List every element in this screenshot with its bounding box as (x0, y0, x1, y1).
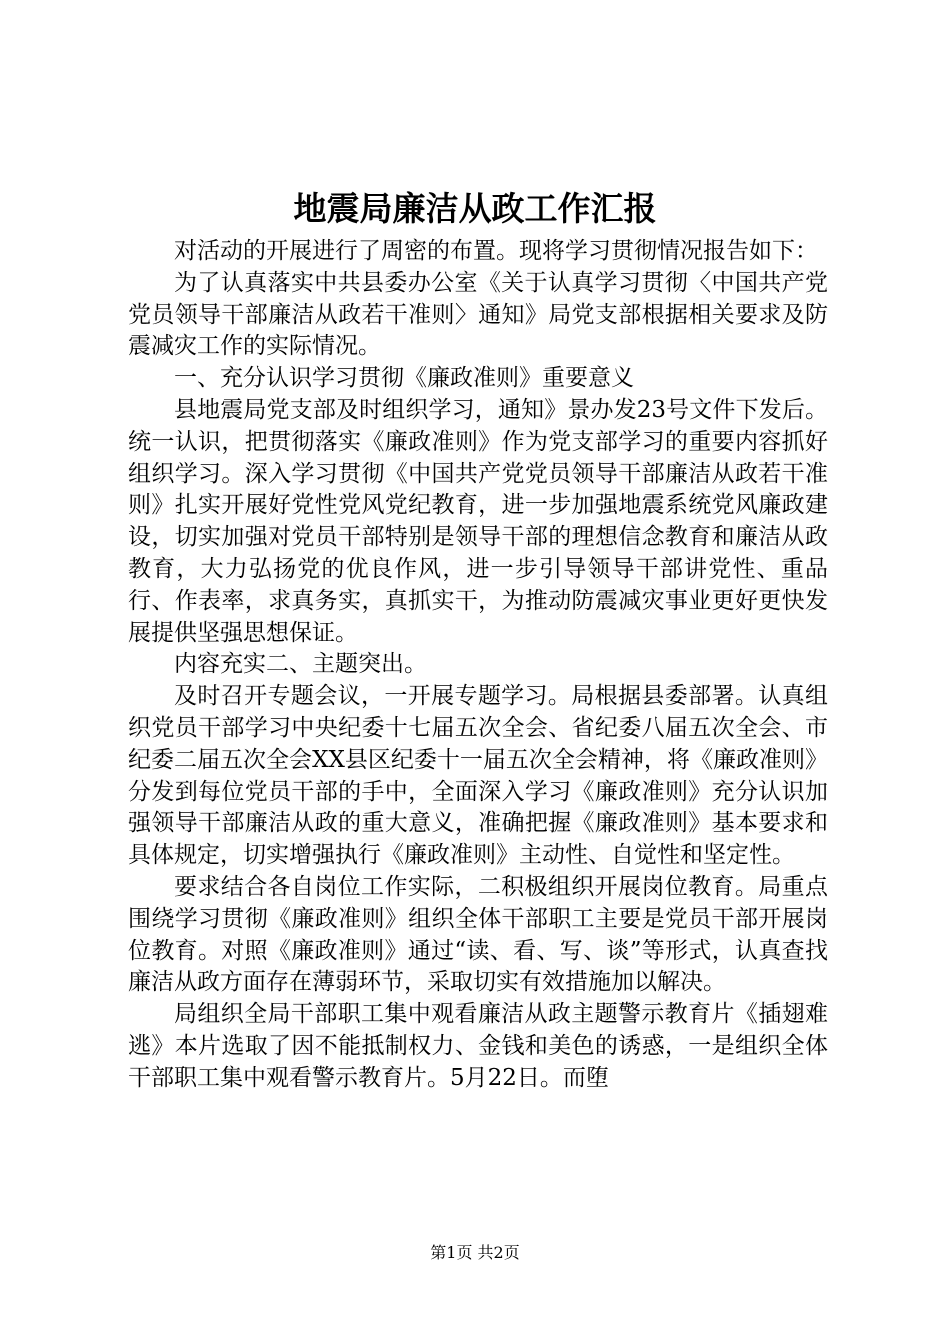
paragraph: 要求结合各自岗位工作实际，二积极组织开展岗位教育。局重点围绕学习贯彻《廉政准则》组织全体干部职工主要是党员干部开展岗位教育。对照《廉政准则》通过“读、看、写、谈”等形式，认真查找廉洁从政方面存在薄弱环节，采取切实有效措施加以解决。 (128, 873, 828, 996)
section-heading: 一、充分认识学习贯彻《廉政准则》重要意义 (174, 365, 634, 392)
paragraph: 对活动的开展进行了周密的布置。现将学习贯彻情况报告如下： (174, 238, 818, 264)
page-footer: 第1页 共2页 (430, 1243, 520, 1262)
paragraph: 县地震局党支部及时组织学习，通知》景办发23号文件下发后。统一认识，把贯彻落实《廉政准则》作为党支部学习的重要内容抓好组织学习。深入学习贯彻《中国共产党党员领导干部廉洁从政若干准则》扎实开展好党性党风党纪教育，进一步加强地震系统党风廉政建设，切实加强对党员干部特别是领导干部的理想信念教育和廉洁从政教育，大力弘扬党的优良作风，进一步引导领导干部讲党性、重品行、作表率，求真务实，真抓实干，为推动防震减灾事业更好更快发展提供坚强思想保证。 (128, 396, 828, 646)
paragraph: 为了认真落实中共县委办公室《关于认真学习贯彻〈中国共产党党员领导干部廉洁从政若干准则〉通知》局党支部根据相关要求及防震减灾工作的实际情况。 (128, 269, 828, 360)
section-heading: 内容充实二、主题突出。 (174, 651, 427, 678)
paragraph: 及时召开专题会议，一开展专题学习。局根据县委部署。认真组织党员干部学习中央纪委十七届五次全会、省纪委八届五次全会、市纪委二届五次全会XX县区纪委十一届五次全会精神，将《廉政准则》分发到每位党员干部的手中，全面深入学习《廉政准则》充分认识加强领导干部廉洁从政的重大意义，准确把握《廉政准则》基本要求和具体规定，切实增强执行《廉政准则》主动性、自觉性和坚定性。 (128, 683, 828, 869)
paragraph: 局组织全局干部职工集中观看廉洁从政主题警示教育片《插翅难逃》本片选取了因不能抵制权力、金钱和美色的诱惑，一是组织全体干部职工集中观看警示教育片。5月22日。而堕 (128, 1001, 828, 1091)
document-title: 地震局廉洁从政工作汇报 (293, 189, 657, 228)
document-body (128, 236, 828, 1095)
